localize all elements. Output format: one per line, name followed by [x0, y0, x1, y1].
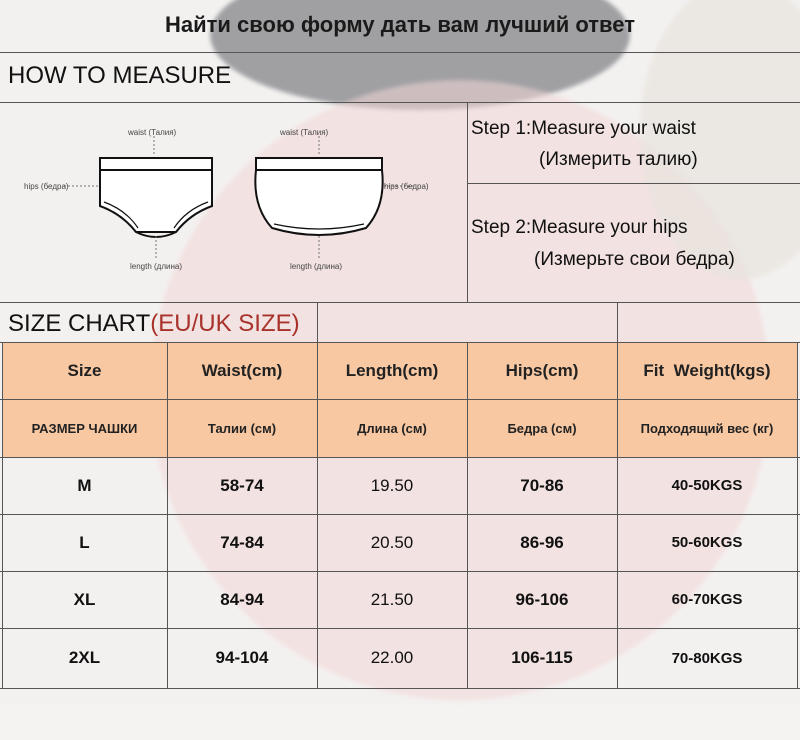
- front-brief-icon: [100, 158, 212, 237]
- step1-en: Step 1:Measure your waist: [471, 118, 696, 139]
- back-hips-label: hips (бедра): [384, 182, 429, 191]
- row-2xl-size: 2XL: [68, 648, 101, 667]
- row-2xl-hips: 106-115: [511, 648, 573, 667]
- row-xl-weight: 60-70KGS: [671, 591, 743, 608]
- row-xl-hips: 96-106: [515, 589, 569, 609]
- row-l-weight: 50-60KGS: [671, 534, 743, 551]
- step1-ru: (Измерить талию): [539, 149, 698, 170]
- back-waist-label: waist (Талия): [280, 128, 329, 137]
- col-weight-ru: Подходящий вес (кг): [617, 400, 797, 457]
- back-length-label: length (длина): [290, 262, 343, 271]
- col-length: Length(cm): [317, 342, 467, 399]
- bottom-strip: [0, 705, 800, 740]
- col-waist-ru: Талии (см): [167, 400, 317, 457]
- back-brief-icon: [255, 158, 382, 235]
- row-2xl-waist: 94-104: [215, 648, 269, 667]
- measure-diagram: [4, 110, 464, 300]
- page-subtitle: Найти свою форму дать вам лучший ответ: [164, 12, 636, 37]
- col-length-ru: Длина (см): [317, 400, 467, 457]
- col-size: Size: [2, 342, 167, 399]
- row-m-size: M: [77, 475, 92, 495]
- col-size-ru: РАЗМЕР ЧАШКИ: [2, 400, 167, 457]
- row-l-waist: 74-84: [220, 532, 264, 552]
- col-weight: Fit Weight(kgs): [617, 342, 797, 399]
- row-l-size: L: [79, 532, 90, 552]
- size-chart-title: [8, 310, 300, 338]
- row-xl-size: XL: [73, 589, 96, 609]
- row-l-hips: 86-96: [520, 532, 564, 552]
- row-2xl-weight: 70-80KGS: [671, 649, 743, 667]
- front-length-label: length (длина): [130, 262, 183, 271]
- how-to-measure-title: HOW TO MEASURE: [8, 62, 232, 89]
- col-waist: Waist(cm): [167, 342, 317, 399]
- row-xl-length: 21.50: [370, 589, 414, 609]
- size-chart-title-main: SIZE CHART: [8, 310, 151, 337]
- row-m-length: 19.50: [370, 475, 414, 495]
- front-waist-label: waist (Талия): [128, 128, 177, 137]
- row-m-waist: 58-74: [220, 475, 264, 495]
- size-chart-title-region: (EU/UK SIZE): [150, 310, 300, 337]
- row-l-length: 20.50: [370, 532, 414, 552]
- col-hips: Hips(cm): [467, 342, 617, 399]
- step2-en: Step 2:Measure your hips: [471, 217, 688, 238]
- row-xl-waist: 84-94: [220, 589, 264, 609]
- row-2xl-length: 22.00: [370, 648, 414, 667]
- row-m-hips: 70-86: [520, 475, 564, 495]
- front-hips-label: hips (бедра): [24, 182, 69, 191]
- step2-ru: (Измерьте свои бедра): [534, 249, 735, 270]
- row-m-weight: 40-50KGS: [671, 477, 743, 494]
- col-hips-ru: Бедра (см): [467, 400, 617, 457]
